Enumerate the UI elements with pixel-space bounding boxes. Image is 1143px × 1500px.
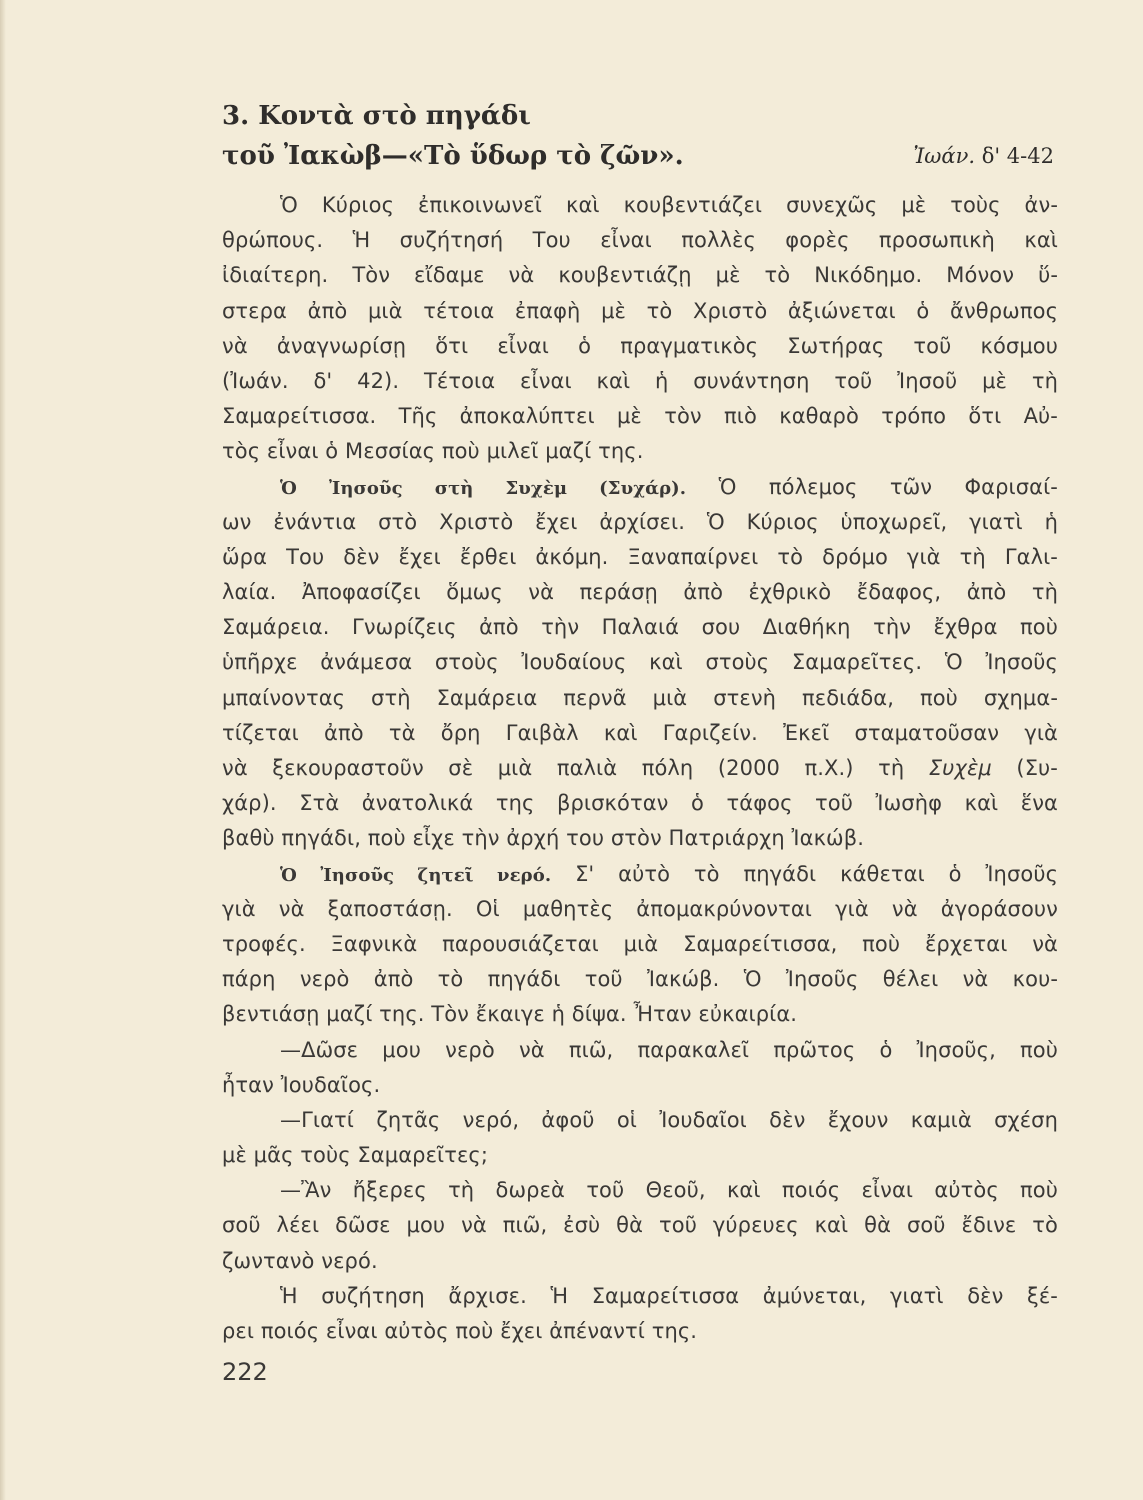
- heading-line-2: [222, 136, 1062, 176]
- text-line: μπαίνοντας στὴ Σαμάρεια περνᾶ μιὰ στενὴ πεδιάδα, ποὺ σχημα-: [222, 685, 1058, 710]
- text-span: Σ' αὐτὸ τὸ πηγάδι κάθεται ὁ Ἰησοῦς: [551, 861, 1058, 886]
- text-line: βαθὺ πηγάδι, ποὺ εἶχε τὴν ἀρχή του στὸν Πατριάρχη Ἰακώβ.: [222, 826, 865, 851]
- text-line: Ὁ Κύριος ἐπικοινωνεῖ καὶ κουβεντιάζει συνεχῶς μὲ τοὺς ἀν-: [280, 193, 1058, 217]
- text-line: ζωντανὸ νερό.: [222, 1248, 378, 1273]
- section-heading: [222, 96, 1062, 176]
- text-line: Σαμάρεια. Γνωρίζεις ἀπὸ τὴν Παλαιά σου Διαθήκη τὴν ἔχθρα ποὺ: [222, 615, 1058, 640]
- page-number: 222: [222, 1358, 268, 1386]
- text-line: —Ἂν ἤξερες τὴ δωρεὰ τοῦ Θεοῦ, καὶ ποιός εἶναι αὐτὸς ποὺ: [280, 1178, 1058, 1203]
- text-line: λαία. Ἀποφασίζει ὅμως νὰ περάσῃ ἀπὸ ἐχθρικὸ ἔδαφος, ἀπὸ τὴ: [222, 580, 1058, 605]
- subheading-asks-water: Ὁ Ἰησοῦς ζητεῖ νερό.: [280, 864, 552, 886]
- text-line: ὑπῆρχε ἀνάμεσα στοὺς Ἰουδαίους καὶ στοὺς Σαμαρεῖτες. Ὁ Ἰησοῦς: [222, 650, 1058, 675]
- text-line: [222, 857, 1058, 892]
- text-span: (Συ-: [991, 756, 1058, 780]
- text-line: —Δῶσε μου νερὸ νὰ πιῶ, παρακαλεῖ πρῶτος ὁ Ἰησοῦς, ποὺ: [280, 1037, 1058, 1062]
- text-line: μὲ μᾶς τοὺς Σαμαρεῖτες;: [222, 1143, 489, 1168]
- text-line: πάρη νερὸ ἀπὸ τὸ πηγάδι τοῦ Ἰακώβ. Ὁ Ἰησοῦς θέλει νὰ κου-: [222, 967, 1058, 992]
- heading-line-2-text: τοῦ Ἰακὼβ—«Τὸ ὕδωρ τὸ ζῶν».: [222, 141, 684, 171]
- scripture-reference: [913, 136, 1054, 176]
- text-line: στερα ἀπὸ μιὰ τέτοια ἐπαφὴ μὲ τὸ Χριστὸ ἀξιώνεται ὁ ἄνθρωπος: [222, 298, 1058, 323]
- text-line: βεντιάσῃ μαζί της. Τὸν ἔκαιγε ἡ δίψα. Ἦταν εὐκαιρία.: [222, 1002, 798, 1027]
- text-line: ὥρα Του δὲν ἔχει ἔρθει ἀκόμη. Ξαναπαίρνει τὸ δρόμο γιὰ τὴ Γαλι-: [222, 544, 1058, 569]
- italic-place-name: Συχὲμ: [928, 756, 992, 780]
- text-line: γιὰ νὰ ξαποστάσῃ. Οἱ μαθητὲς ἀπομακρύνονται γιὰ νὰ ἀγοράσουν: [222, 896, 1058, 921]
- subheading-sychem: Ὁ Ἰησοῦς στὴ Συχὲμ (Συχάρ).: [280, 477, 687, 499]
- text-line: ρει ποιός εἶναι αὐτὸς ποὺ ἔχει ἀπέναντί της.: [222, 1319, 698, 1343]
- text-line: —Γιατί ζητᾶς νερό, ἀφοῦ οἱ Ἰουδαῖοι δὲν ἔχουν καμιὰ σχέση: [280, 1107, 1058, 1132]
- reference-chapter: δ' 4-42: [981, 144, 1054, 168]
- text-line: ἦταν Ἰουδαῖος.: [222, 1072, 381, 1097]
- text-line: σοῦ λέει δῶσε μου νὰ πιῶ, ἐσὺ θὰ τοῦ γύρευες καὶ θὰ σοῦ ἔδινε τὸ: [222, 1213, 1058, 1238]
- page-edge-shadow: [0, 0, 6, 1500]
- text-line: ἰδιαίτερη. Τὸν εἴδαμε νὰ κουβεντιάζῃ μὲ τὸ Νικόδημο. Μόνον ὕ-: [222, 263, 1058, 288]
- text-line: τίζεται ἀπὸ τὰ ὄρη Γαιβὰλ καὶ Γαριζείν. Ἐκεῖ σταματοῦσαν γιὰ: [222, 720, 1058, 745]
- text-line: τροφές. Ξαφνικὰ παρουσιάζεται μιὰ Σαμαρείτισσα, ποὺ ἔρχεται νὰ: [222, 931, 1058, 956]
- text-line: (Ἰωάν. δ' 42). Τέτοια εἶναι καὶ ἡ συνάντηση τοῦ Ἰησοῦ μὲ τὴ: [222, 368, 1058, 393]
- text-line: ων ἐνάντια στὸ Χριστὸ ἔχει ἀρχίσει. Ὁ Κύριος ὑποχωρεῖ, γιατὶ ἡ: [222, 509, 1058, 534]
- text-line: Ἡ συζήτηση ἄρχισε. Ἡ Σαμαρείτισσα ἀμύνεται, γιατὶ δὲν ξέ-: [280, 1283, 1058, 1308]
- text-line: χάρ). Στὰ ἀνατολικά της βρισκόταν ὁ τάφος τοῦ Ἰωσὴφ καὶ ἕνα: [222, 791, 1058, 816]
- text-span: νὰ ξεκουραστοῦν σὲ μιὰ παλιὰ πόλη (2000 π.Χ.) τὴ: [222, 756, 929, 780]
- text-line: Σαμαρείτισσα. Τῆς ἀποκαλύπτει μὲ τὸν πιὸ καθαρὸ τρόπο ὅτι Αὐ-: [222, 404, 1058, 429]
- text-line: νὰ ἀναγνωρίσῃ ὅτι εἶναι ὁ πραγματικὸς Σωτήρας τοῦ κόσμου: [222, 333, 1058, 358]
- body-text: [222, 188, 1058, 1349]
- text-line: τὸς εἶναι ὁ Μεσσίας ποὺ μιλεῖ μαζί της.: [222, 439, 644, 464]
- text-line: θρώπους. Ἡ συζήτησή Του εἶναι πολλὲς φορὲς προσωπικὴ καὶ: [222, 228, 1058, 253]
- text-line: [222, 751, 1058, 786]
- heading-line-1: 3. Κοντὰ στὸ πηγάδι: [222, 101, 531, 131]
- text-span: Ὁ πόλεμος τῶν Φαρισαί-: [686, 474, 1058, 499]
- reference-book: Ἰωάν.: [913, 144, 976, 168]
- text-line: [222, 470, 1058, 505]
